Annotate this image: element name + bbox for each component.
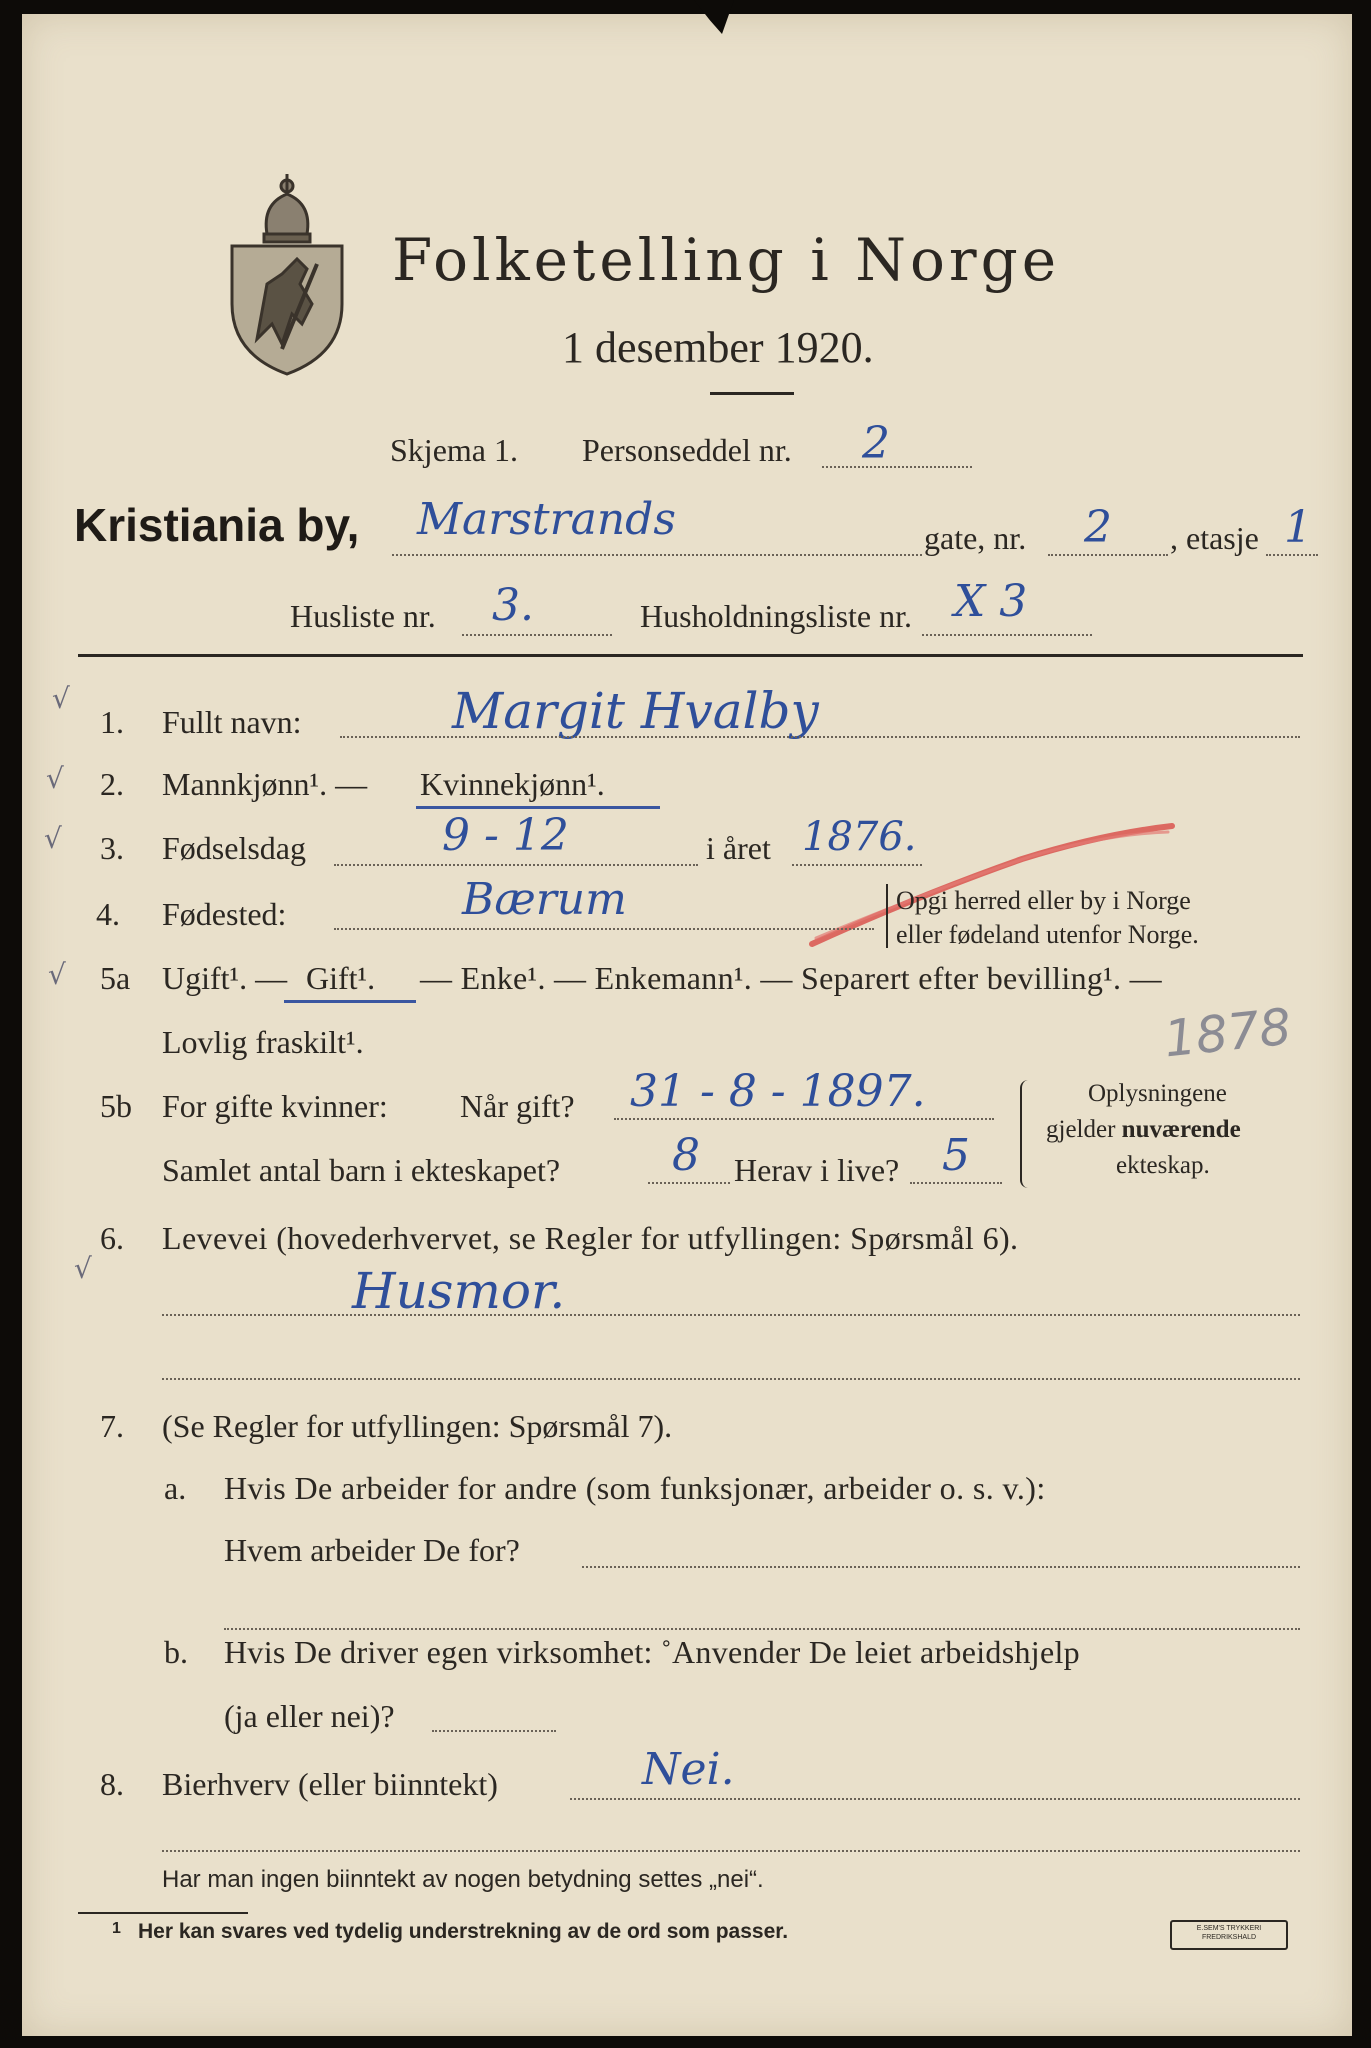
q5b-alive-dots	[910, 1182, 1002, 1184]
etasje-value: 1	[1284, 502, 1312, 553]
printer-line2: FREDRIKSHALD	[1201, 1934, 1257, 1941]
printer-stamp	[1170, 1920, 1288, 1950]
q5b-label: For gifte kvinner:	[162, 1088, 388, 1124]
q3-number: 3.	[100, 830, 124, 866]
etasje-label: , etasje	[1170, 520, 1259, 556]
q5b-children-dots	[648, 1182, 730, 1184]
q5b-children-value: 8	[672, 1130, 700, 1181]
footnote: Her kan svares ved tydelig understrekning av de ord som passer.	[138, 1920, 789, 1943]
q7b-text: Hvis De driver egen virksomhet: ˚Anvender De leiet arbeidshjelp	[224, 1634, 1080, 1670]
q6-value: Husmor.	[352, 1262, 566, 1320]
q5b-married-dots	[614, 1118, 994, 1120]
husholdning-value: X 3	[954, 576, 1028, 627]
husliste-dots	[462, 634, 612, 636]
q7b-dots	[432, 1730, 556, 1732]
q4-note-line1: Opgi herred eller by i Norge	[896, 886, 1191, 915]
check-mark-2: √	[46, 762, 64, 795]
census-form	[22, 14, 1352, 2036]
q2-number: 2.	[100, 766, 124, 802]
q5a-underline	[284, 1000, 416, 1003]
q5b-alive-value: 5	[942, 1130, 970, 1181]
q7-label: (Se Regler for utfyllingen: Spørsmål 7).	[162, 1408, 673, 1444]
q5b-note-gjelder: gjelder	[1046, 1116, 1116, 1143]
q1-dots	[340, 736, 1300, 738]
q5a-rest: — Enke¹. — Enkemann¹. — Separert efter bevilling¹. —	[420, 960, 1162, 996]
q3-value: 9 - 12	[442, 810, 569, 861]
q7a-letter: a.	[164, 1470, 187, 1506]
header-rule	[78, 654, 1303, 657]
q5a-number: 5a	[100, 960, 131, 996]
q5b-number: 5b	[100, 1088, 132, 1124]
form-title: Folketelling i Norge	[392, 226, 1061, 294]
q3-year-label: i året	[706, 830, 771, 866]
q7a-dots-2	[224, 1628, 1300, 1630]
printer-line1: E.SEM'S TRYKKERI	[1196, 1925, 1262, 1932]
q7b-question: (ja eller nei)?	[224, 1698, 395, 1734]
q8-dots-2	[162, 1850, 1300, 1852]
q8-value: Nei.	[642, 1744, 735, 1795]
skjema-label: Skjema 1.	[390, 432, 518, 468]
q5a-gift: Gift¹.	[306, 960, 376, 996]
q6-label: Levevei (hovederhvervet, se Regler for utfyllingen: Spørsmål 6).	[162, 1220, 1019, 1256]
coat-of-arms-icon	[222, 164, 352, 379]
q4-brace	[886, 884, 892, 948]
q4-label: Fødested:	[162, 896, 287, 932]
q4-dots	[334, 928, 874, 930]
q7b-letter: b.	[164, 1634, 188, 1670]
q4-value: Bærum	[462, 874, 627, 925]
q3-year-value: 1876.	[802, 814, 917, 860]
q7a-text: Hvis De arbeider for andre (som funksjonær, arbeider o. s. v.):	[224, 1470, 1046, 1506]
check-mark-3: √	[44, 822, 62, 855]
city-label: Kristiania by,	[74, 499, 360, 551]
q7a-question: Hvem arbeider De for?	[224, 1532, 520, 1568]
q2-underline	[416, 806, 660, 809]
husliste-label: Husliste nr.	[290, 598, 436, 634]
q7-number: 7.	[100, 1408, 124, 1444]
q5a-line2: Lovlig fraskilt¹.	[162, 1024, 364, 1060]
q6-dots-1	[162, 1314, 1300, 1316]
q5b-married-label: Når gift?	[460, 1088, 575, 1124]
tear-mark	[694, 0, 734, 34]
q1-number: 1.	[100, 704, 124, 740]
q2-male: Mannkjønn¹. —	[162, 766, 368, 802]
q1-value: Margit Hvalby	[452, 682, 819, 740]
street-dots	[392, 554, 922, 556]
q5b-married-value: 31 - 8 - 1897.	[630, 1066, 926, 1117]
q5b-children-label: Samlet antal barn i ekteskapet?	[162, 1152, 561, 1188]
q1-label: Fullt navn:	[162, 704, 302, 740]
q4-number: 4.	[96, 896, 120, 932]
q5b-note-line3: ekteskap.	[1116, 1152, 1210, 1179]
personseddel-label: Personseddel nr.	[582, 432, 792, 468]
husliste-value: 3.	[492, 580, 534, 631]
check-mark-1: √	[52, 682, 70, 715]
q2-female: Kvinnekjønn¹.	[420, 766, 605, 802]
q5a-ugift: Ugift¹. —	[162, 960, 288, 996]
personseddel-nr-value: 2	[862, 418, 890, 469]
q5b-note-nuvaerende: nuværende	[1121, 1116, 1241, 1143]
q8-dots-1	[570, 1798, 1300, 1800]
census-date: 1 desember 1920.	[562, 323, 874, 372]
footnote-rule	[78, 1912, 248, 1914]
q3-label: Fødselsdag	[162, 830, 306, 866]
q5b-note-line2	[1046, 1116, 1241, 1144]
q6-dots-2	[162, 1378, 1300, 1380]
gate-nr-dots	[1048, 554, 1168, 556]
q8-label: Bierhverv (eller biinntekt)	[162, 1766, 498, 1802]
check-mark-6: √	[74, 1252, 92, 1285]
gate-nr-value: 2	[1084, 502, 1112, 553]
check-mark-5a: √	[48, 958, 66, 991]
q5b-note-line1: Oplysningene	[1088, 1080, 1227, 1107]
husholdning-label: Husholdningsliste nr.	[640, 598, 913, 634]
street-value: Marstrands	[417, 494, 676, 545]
income-note: Har man ingen biinntekt av nogen betydning settes „nei“.	[162, 1866, 764, 1893]
q5a-margin-note: 1878	[1161, 997, 1294, 1069]
q6-number: 6.	[100, 1220, 124, 1256]
personseddel-dots	[822, 466, 972, 468]
gate-label: gate, nr.	[924, 520, 1027, 556]
husholdning-dots	[922, 634, 1092, 636]
q5b-alive-label: Herav i live?	[734, 1152, 900, 1188]
q8-number: 8.	[100, 1766, 124, 1802]
q7a-dots-1	[582, 1566, 1300, 1568]
q5b-brace	[1020, 1080, 1032, 1188]
footnote-mark: 1	[112, 1920, 121, 1937]
title-divider	[710, 392, 794, 395]
q4-note-line2: eller fødeland utenfor Norge.	[896, 920, 1199, 949]
etasje-dots	[1266, 554, 1318, 556]
q3-dots	[334, 864, 698, 866]
